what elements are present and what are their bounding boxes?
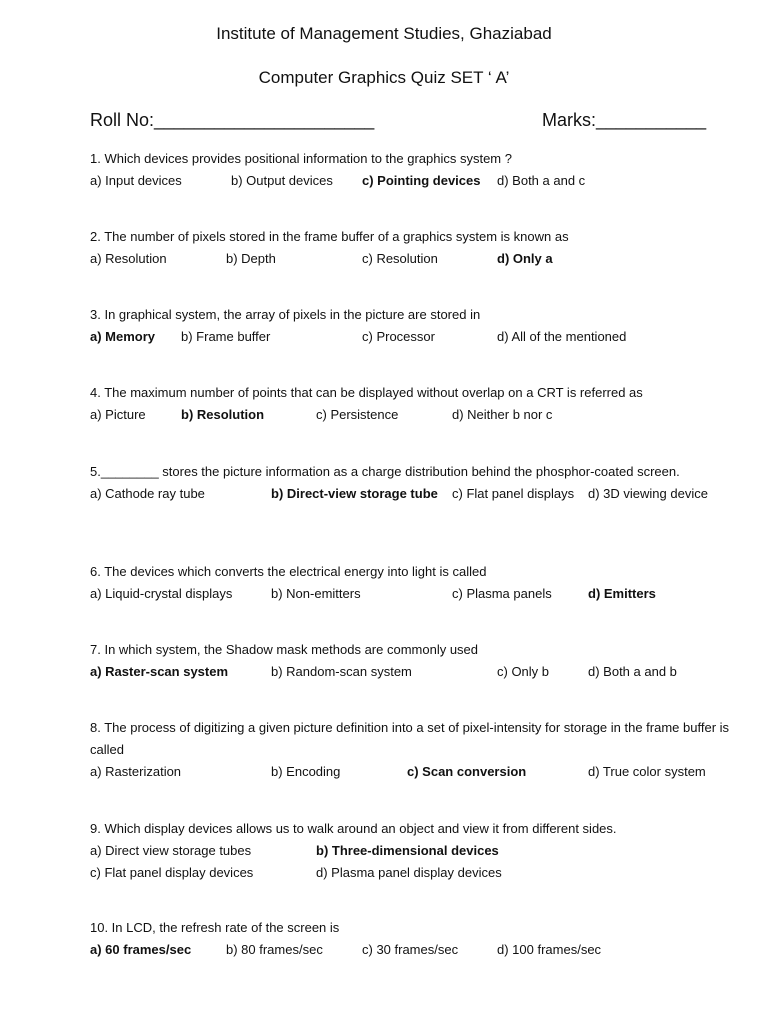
option-b: b) Non-emitters: [271, 586, 361, 601]
question-stem: 9. Which display devices allows us to walk around an object and view it from different sides.: [90, 821, 617, 836]
option-b: b) Random-scan system: [271, 664, 412, 679]
options-row: [90, 404, 730, 426]
question-10: [90, 917, 730, 961]
option-d: d) Both a and b: [588, 664, 677, 679]
option-a-correct: a) Memory: [90, 329, 156, 344]
option-b: b) Frame buffer: [181, 329, 271, 344]
institute-title: Institute of Management Studies, Ghaziabad: [216, 24, 552, 43]
marks-field: Marks:___________: [542, 110, 707, 130]
options-row: [90, 583, 730, 605]
question-stem: 8. The process of digitizing a given picture definition into a set of pixel-intensity for storage in the frame buffer is called: [90, 720, 730, 757]
question-4: [90, 382, 730, 426]
option-a: a) Rasterization: [90, 764, 182, 779]
option-a-correct: a) Raster-scan system: [90, 664, 229, 679]
option-d-correct: d) Only a: [497, 251, 553, 266]
question-stem: 4. The maximum number of points that can be displayed without overlap on a CRT is referred as: [90, 385, 643, 400]
option-b-correct: b) Three-dimensional devices: [316, 843, 499, 858]
question-7: [90, 639, 730, 683]
options-row: [90, 170, 730, 192]
option-a: a) Cathode ray tube: [90, 486, 205, 501]
question-stem: 2. The number of pixels stored in the frame buffer of a graphics system is known as: [90, 229, 569, 244]
option-c: c) Processor: [362, 329, 435, 344]
option-d: d) Both a and c: [497, 173, 586, 188]
option-d-correct: d) Emitters: [588, 586, 656, 601]
question-stem: 10. In LCD, the refresh rate of the screen is: [90, 920, 340, 935]
roll-no-field: Roll No:______________________: [90, 110, 375, 130]
question-3: [90, 304, 730, 348]
option-a: a) Input devices: [90, 173, 182, 188]
options-row: [90, 326, 730, 348]
question-stem: 1. Which devices provides positional information to the graphics system ?: [90, 151, 512, 166]
question-5: [90, 461, 730, 505]
option-d: d) 100 frames/sec: [497, 942, 602, 957]
option-a: a) Direct view storage tubes: [90, 843, 252, 858]
options-row: [90, 939, 730, 961]
question-stem: 3. In graphical system, the array of pixels in the picture are stored in: [90, 307, 481, 322]
options-row: [90, 661, 730, 683]
option-c: c) Plasma panels: [452, 586, 552, 601]
option-d: d) Neither b nor c: [452, 407, 553, 422]
option-b: b) Depth: [226, 251, 276, 266]
option-c: c) Only b: [497, 664, 550, 679]
quiz-title: Computer Graphics Quiz SET ‘ A’: [258, 68, 510, 87]
option-c: c) Resolution: [362, 251, 438, 266]
option-c: c) 30 frames/sec: [362, 942, 459, 957]
options-row: [90, 248, 730, 270]
options-row: [90, 761, 730, 783]
option-d: d) Plasma panel display devices: [316, 865, 502, 880]
option-d: d) 3D viewing device: [588, 486, 708, 501]
question-1: [90, 148, 730, 192]
option-c: c) Flat panel displays: [452, 486, 575, 501]
options-row: [90, 483, 730, 505]
option-b: b) Output devices: [231, 173, 333, 188]
option-c: c) Persistence: [316, 407, 399, 422]
question-stem: 7. In which system, the Shadow mask methods are commonly used: [90, 642, 479, 657]
options-row: [90, 862, 730, 884]
option-d: d) All of the mentioned: [497, 329, 627, 344]
question-2: [90, 226, 730, 270]
option-c-correct: c) Scan conversion: [407, 764, 527, 779]
option-c: c) Flat panel display devices: [90, 865, 254, 880]
options-row: [90, 840, 730, 862]
option-a-correct: a) 60 frames/sec: [90, 942, 192, 957]
option-b-correct: b) Direct-view storage tube: [271, 486, 438, 501]
option-b: b) Encoding: [271, 764, 341, 779]
question-stem: 5.________ stores the picture information as a charge distribution behind the phosphor-coated screen.: [90, 464, 680, 479]
option-a: a) Picture: [90, 407, 146, 422]
option-c-correct: c) Pointing devices: [362, 173, 481, 188]
option-b: b) 80 frames/sec: [226, 942, 323, 957]
option-d: d) True color system: [588, 764, 706, 779]
option-a: a) Resolution: [90, 251, 167, 266]
question-9: [90, 818, 730, 884]
question-8: [90, 717, 730, 783]
question-stem: 6. The devices which converts the electrical energy into light is called: [90, 564, 487, 579]
option-b-correct: b) Resolution: [181, 407, 265, 422]
question-6: [90, 561, 730, 605]
option-a: a) Liquid-crystal displays: [90, 586, 233, 601]
